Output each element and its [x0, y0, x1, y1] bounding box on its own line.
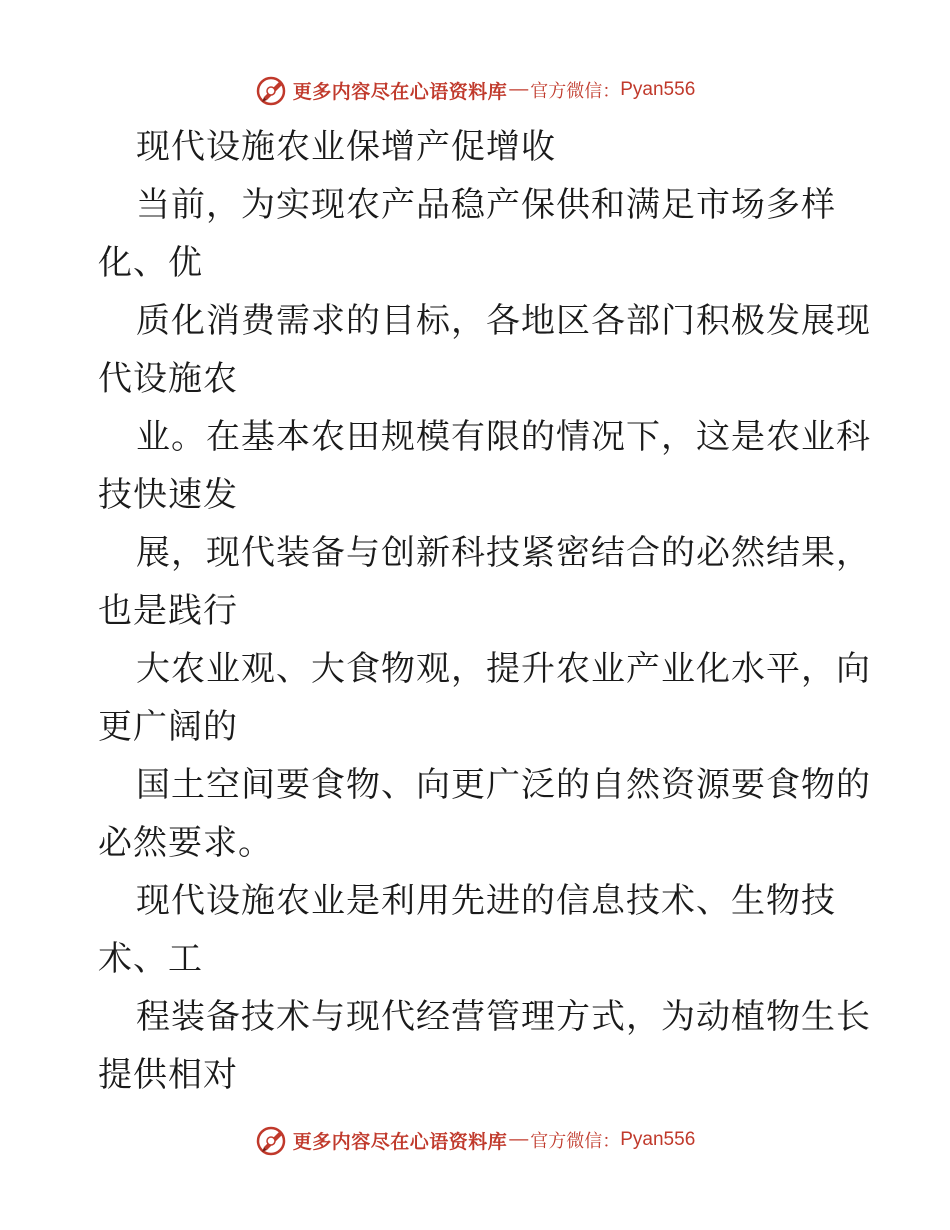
- line-text: 现代设施农业是利用先进的信息技术、生物技: [136, 881, 836, 921]
- line-text: 现代设施农业保增产促增收: [136, 127, 556, 167]
- line-text: 化、优: [98, 243, 203, 283]
- text-line: [98, 814, 858, 872]
- text-line: [98, 350, 858, 408]
- line-text: 展，现代装备与创新科技紧密结合的必然结果，: [136, 533, 871, 573]
- header-watermark-banner: [0, 70, 950, 110]
- text-line: [98, 988, 871, 1046]
- header-banner-separator: —: [509, 79, 529, 100]
- footer-wechat-label: 官方微信：: [530, 1131, 621, 1152]
- header-wechat-id: Pyan556: [620, 79, 696, 100]
- footer-banner-text: 更多内容尽在心语资料库: [292, 1130, 508, 1153]
- line-text: 质化消费需求的目标，各地区各部门积极发展现: [136, 301, 871, 341]
- line-text: 技快速发: [98, 475, 238, 515]
- pen-logo-icon: [255, 73, 289, 107]
- line-text: 也是践行: [98, 591, 238, 631]
- line-text: 国土空间要食物、向更广泛的自然资源要食物的: [136, 765, 871, 805]
- text-line: [98, 118, 858, 176]
- text-line: [98, 930, 858, 988]
- line-text: 当前，为实现农产品稳产保供和满足市场多样: [136, 185, 836, 225]
- text-line: [98, 756, 871, 814]
- header-banner-text: 更多内容尽在心语资料库: [292, 80, 508, 103]
- text-line: [98, 408, 871, 466]
- document-body: [98, 118, 871, 1104]
- header-wechat-label: 官方微信：: [530, 81, 621, 102]
- line-text: 提供相对: [98, 1055, 238, 1095]
- line-text: 业。在基本农田规模有限的情况下，这是农业科: [136, 417, 871, 457]
- line-text: 代设施农: [98, 359, 238, 399]
- text-line: [98, 234, 858, 292]
- line-text: 大农业观、大食物观，提升农业产业化水平，向: [136, 649, 871, 689]
- line-text: 更广阔的: [98, 707, 238, 747]
- text-line: [98, 466, 858, 524]
- text-line: [98, 582, 858, 640]
- footer-wechat-id: Pyan556: [620, 1129, 696, 1150]
- text-line: [98, 292, 871, 350]
- text-line: [98, 872, 858, 930]
- line-text: 必然要求。: [98, 823, 273, 863]
- text-line: [98, 640, 871, 698]
- text-line: [98, 176, 858, 234]
- text-line: [98, 1046, 858, 1104]
- footer-banner-separator: —: [509, 1129, 529, 1150]
- pen-logo-icon: [255, 1123, 289, 1157]
- line-text: 程装备技术与现代经营管理方式，为动植物生长: [136, 997, 871, 1037]
- text-line: [98, 524, 871, 582]
- line-text: 术、工: [98, 939, 203, 979]
- text-line: [98, 698, 858, 756]
- footer-watermark-banner: [0, 1120, 950, 1160]
